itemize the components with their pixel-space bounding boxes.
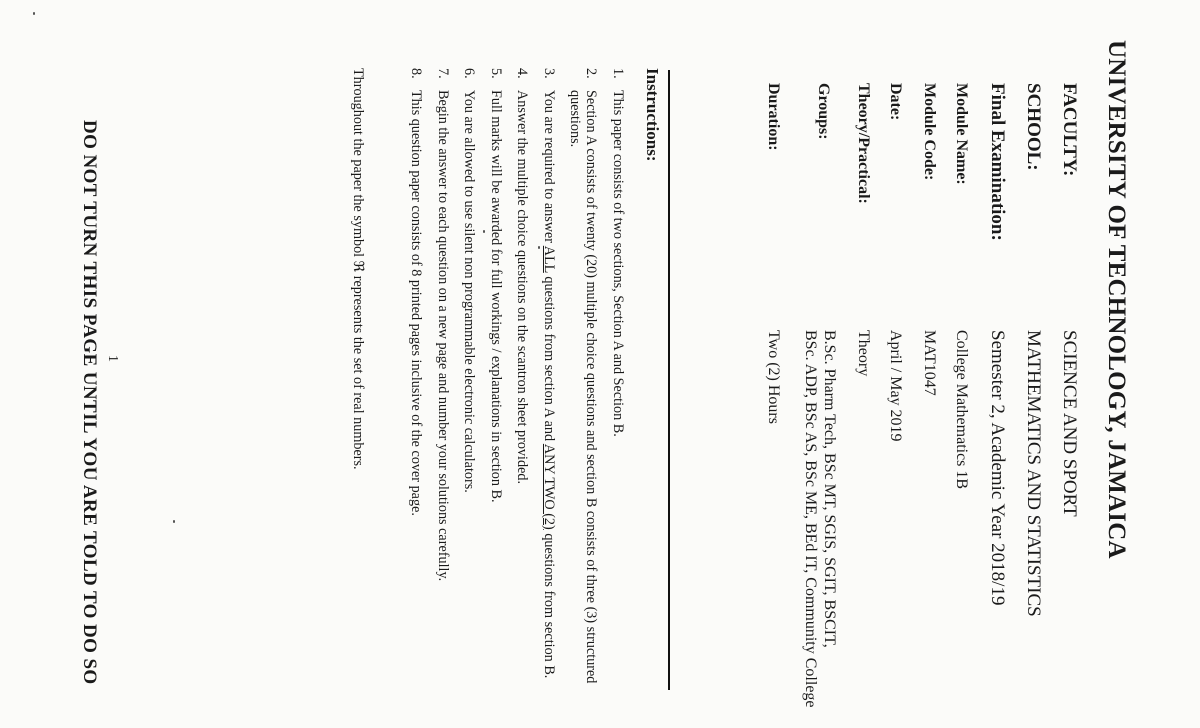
scan-speck	[483, 230, 485, 233]
duration-label: Duration:	[765, 83, 782, 151]
theory-practical-label: Theory/Practical:	[855, 83, 872, 204]
item-text-part: questions from section B.	[541, 529, 557, 679]
item-number: 4.	[514, 68, 531, 79]
underlined-any-two: ANY TWO (2)	[541, 443, 557, 530]
item-text-part: questions from section A and	[541, 272, 557, 444]
item-number: 5.	[488, 68, 504, 79]
item-text: Section A consists of twenty (20) multiple choice questions and section B consists of three (3) structured questions.	[567, 90, 600, 684]
item-number: 3.	[541, 68, 557, 79]
item-number: 7.	[435, 68, 451, 79]
item-text: You are allowed to use silent non programmable electronic calculators.	[461, 90, 478, 493]
section-divider	[668, 70, 670, 690]
item-text-part: You are required to answer	[541, 90, 557, 246]
module-code-label: Module Code:	[921, 83, 938, 181]
date-label: Date:	[887, 83, 904, 121]
item-number: 2.	[583, 68, 600, 79]
item-text	[541, 90, 557, 688]
list-item	[610, 68, 626, 688]
item-number: 8.	[408, 68, 425, 79]
list-item	[515, 68, 531, 688]
item-number: 6.	[461, 68, 478, 79]
school-label: SCHOOL:	[1023, 83, 1044, 171]
instructions-heading: Instructions:	[643, 68, 662, 162]
groups-value-line-1: B.Sc. Pharm Tech, BSc MT, SGIS, SGIT, BSCIT,	[821, 330, 838, 648]
final-exam-value: Semester 2, Academic Year 2018/19	[987, 330, 1008, 606]
module-name-label: Module Name:	[953, 83, 970, 185]
faculty-value: SCIENCE AND SPORT	[1059, 330, 1080, 517]
theory-practical-value: Theory	[855, 330, 872, 377]
list-item	[568, 68, 600, 688]
list-item	[435, 68, 451, 688]
faculty-label: FACULTY:	[1059, 83, 1080, 177]
underlined-all: ALL	[541, 245, 557, 273]
item-number: 1.	[610, 68, 626, 79]
scan-speck	[173, 520, 175, 523]
item-text: Begin the answer to each question on a new page and number your solutions carefully.	[435, 90, 451, 582]
school-value: MATHEMATICS AND STATISTICS	[1023, 330, 1044, 617]
real-numbers-note: Throughout the paper the symbol ℜ represents the set of real numbers.	[350, 68, 366, 470]
groups-label: Groups:	[815, 83, 832, 140]
list-item	[409, 68, 425, 688]
groups-value-line-2: BSc. ADP, BSc AS, BSc ME, BEd IT, Community College	[802, 330, 819, 708]
instructions-list	[398, 68, 626, 688]
footer-warning: DO NOT TURN THIS PAGE UNTIL YOU ARE TOLD TO DO SO	[79, 120, 100, 685]
module-name-value: College Mathematics 1B	[953, 330, 970, 490]
date-value: April / May 2019	[887, 330, 904, 442]
list-item	[488, 68, 504, 688]
item-text: This question paper consists of 8 printed pages inclusive of the cover page.	[408, 90, 425, 516]
list-item	[541, 68, 557, 688]
page-number: 1	[105, 355, 120, 362]
module-code-value: MAT1047	[921, 330, 938, 396]
item-text: Full marks will be awarded for full workings / explanations in section B.	[488, 90, 504, 503]
final-exam-label: Final Examination:	[987, 83, 1008, 241]
duration-value: Two (2) Hours	[765, 330, 782, 424]
scan-speck	[33, 12, 35, 15]
item-text: Answer the multiple choice questions on the scantron sheet provided.	[514, 90, 531, 485]
item-text: This paper consists of two sections, Section A and Section B.	[610, 90, 626, 437]
university-title: UNIVERSITY OF TECHNOLOGY, JAMAICA	[1103, 40, 1130, 559]
scan-speck	[538, 246, 540, 249]
list-item	[462, 68, 478, 688]
